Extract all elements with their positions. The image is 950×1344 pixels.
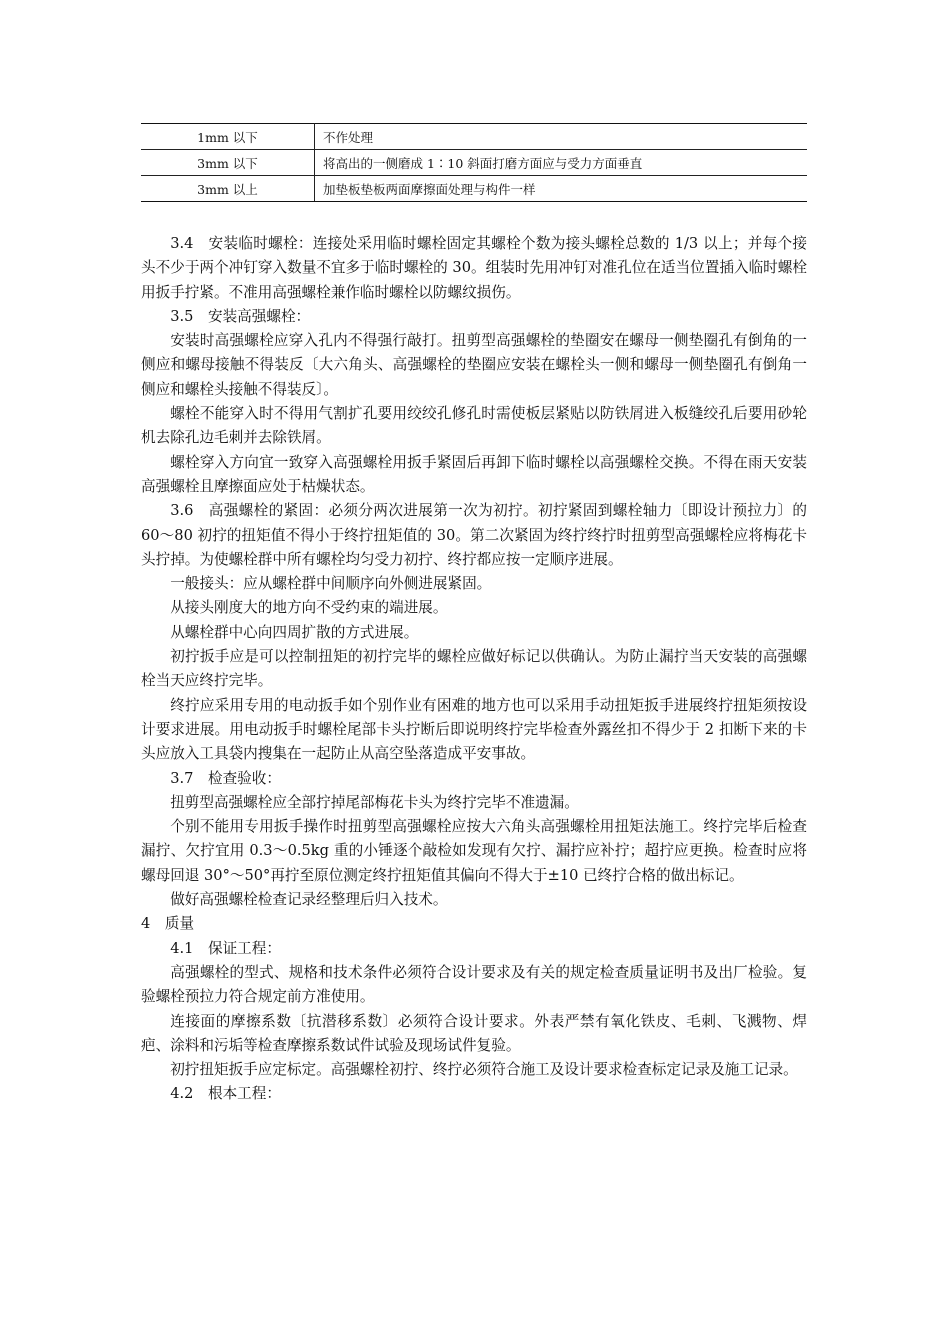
paragraph: 连接面的摩擦系数〔抗潜移系数〕必须符合设计要求。外表严禁有氧化铁皮、毛刺、飞溅物、焊疤、涂料和污垢等检查摩擦系数试件试验及现场试件复验。 [141, 1012, 807, 1054]
section-heading: 4.2 根本工程： [170, 1085, 281, 1103]
paragraph: 从接头刚度大的地方向不受约束的端进展。 [170, 599, 448, 617]
section-heading: 4.1 保证工程： [170, 939, 281, 957]
table-cell: 3mm 以下 [141, 150, 315, 176]
paragraph: 初拧扳手应是可以控制扭矩的初拧完毕的螺栓应做好标记以供确认。为防止漏拧当天安装的高强螺栓当天应终拧完毕。 [141, 648, 807, 690]
paragraph: 安装时高强螺栓应穿入孔内不得强行敲打。扭剪型高强螺栓的垫圈安在螺母一侧垫圈孔有倒角的一侧应和螺母接触不得装反〔大六角头、高强螺栓的垫圈应安装在螺栓头一侧和螺母一侧垫圈孔有倒角一侧应和螺栓头接触不得装反〕。 [141, 332, 807, 398]
paragraph: 个别不能用专用扳手操作时扭剪型高强螺栓应按大六角头高强螺栓用扭矩法施工。终拧完毕后检查漏拧、欠拧宜用 0.3～0.5kg 重的小锤逐个敲检如发现有欠拧、漏拧应补拧；超拧应更换。检查时应将螺母回退 30°～50°再拧至原位测定终拧扭矩值其偏向不得大于±10 已终拧合格的做出标记。 [141, 818, 807, 884]
table-cell: 加垫板垫板两面摩擦面处理与构件一样 [315, 176, 808, 202]
section-heading: 3.7 检查验收： [170, 769, 281, 787]
paragraph: 3.4 安装临时螺栓：连接处采用临时螺栓固定其螺栓个数为接头螺栓总数的 1/3 以上；并每个接头不少于两个冲钉穿入数量不宜多于临时螺栓的 30。组装时先用冲钉对准孔位在适当位置插入临时螺栓用扳手拧紧。不准用高强螺栓兼作临时螺栓以防螺纹损伤。 [141, 235, 807, 301]
spec-table [141, 123, 807, 202]
paragraph: 扭剪型高强螺栓应全部拧掉尾部梅花卡头为终拧完毕不准遗漏。 [170, 793, 579, 811]
paragraph: 做好高强螺栓检查记录经整理后归入技术。 [170, 891, 448, 909]
table-row [141, 124, 807, 150]
paragraph: 从螺栓群中心向四周扩散的方式进展。 [170, 623, 419, 641]
table-cell: 3mm 以上 [141, 176, 315, 202]
paragraph: 螺栓不能穿入时不得用气割扩孔要用绞绞孔修孔时需使板层紧贴以防铁屑进入板缝绞孔后要用砂轮机去除孔边毛刺并去除铁屑。 [141, 405, 807, 447]
table-row [141, 176, 807, 202]
paragraph: 初拧扭矩扳手应定标定。高强螺栓初拧、终拧必须符合施工及设计要求检查标定记录及施工记录。 [170, 1061, 798, 1079]
paragraph: 螺栓穿入方向宜一致穿入高强螺栓用扳手紧固后再卸下临时螺栓以高强螺栓交换。不得在雨天安装高强螺栓且摩擦面应处于枯燥状态。 [141, 453, 807, 495]
chapter-heading: 4 质量 [141, 915, 195, 933]
table-cell: 将高出的一侧磨成 1∶10 斜面打磨方面应与受力方面垂直 [315, 150, 808, 176]
section-heading: 3.5 安装高强螺栓： [170, 307, 311, 325]
paragraph: 一般接头：应从螺栓群中间顺序向外侧进展紧固。 [170, 575, 492, 593]
table-cell: 1mm 以下 [141, 124, 315, 150]
paragraph: 终拧应采用专用的电动扳手如个别作业有困难的地方也可以采用手动扭矩扳手进展终拧扭矩须按设计要求进展。用电动扳手时螺栓尾部卡头拧断后即说明终拧完毕检查外露丝扣不得少于 2 扣断下来的卡头应放入工具袋内搜集在一起防止从高空坠落造成平安事故。 [141, 696, 807, 763]
paragraph: 高强螺栓的型式、规格和技术条件必须符合设计要求及有关的规定检查质量证明书及出厂检验。复验螺栓预拉力符合规定前方准使用。 [141, 963, 807, 1006]
table-row [141, 150, 807, 176]
table-cell: 不作处理 [315, 124, 808, 150]
paragraph: 3.6 高强螺栓的紧固：必须分两次进展第一次为初拧。初拧紧固到螺栓轴力〔即设计预拉力〕的 60～80 初拧的扭矩值不得小于终拧扭矩值的 30。第二次紧固为终拧终拧时扭剪型高强螺栓应将梅花卡头拧掉。为使螺栓群中所有螺栓均匀受力初拧、终拧都应按一定顺序进展。 [141, 502, 807, 568]
document-body [141, 232, 807, 1107]
